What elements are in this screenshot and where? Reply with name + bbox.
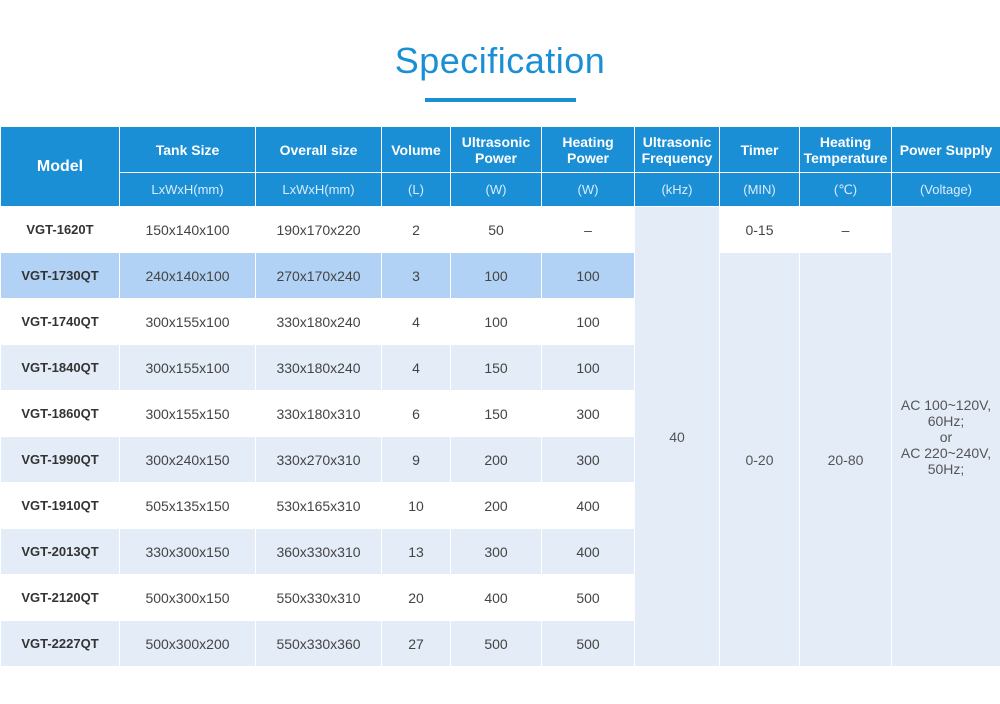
- table-row[interactable]: [1, 207, 1000, 253]
- column-header-tank-size: Tank Size: [120, 127, 256, 173]
- cell-volume: 2: [382, 207, 451, 253]
- cell-heating-power: 100: [542, 345, 635, 391]
- cell-tank-size: 240x140x100: [120, 253, 256, 299]
- unit-heating-temperature: (℃): [800, 173, 892, 207]
- unit-volume: (L): [382, 173, 451, 207]
- cell-model: VGT-1620T: [1, 207, 120, 253]
- cell-overall-size: 330x180x240: [256, 345, 382, 391]
- cell-overall-size: 330x270x310: [256, 437, 382, 483]
- cell-model: VGT-1910QT: [1, 483, 120, 529]
- cell-tank-size: 500x300x150: [120, 575, 256, 621]
- cell-heating-power: 500: [542, 575, 635, 621]
- cell-tank-size: 500x300x200: [120, 621, 256, 667]
- cell-tank-size: 300x155x150: [120, 391, 256, 437]
- power-supply-line: 50Hz;: [927, 460, 965, 477]
- header-row: [1, 127, 1000, 173]
- cell-overall-size: 360x330x310: [256, 529, 382, 575]
- cell-overall-size: 550x330x310: [256, 575, 382, 621]
- column-header-model: Model: [1, 127, 120, 207]
- page-title: Specification: [394, 40, 606, 81]
- cell-overall-size: 330x180x310: [256, 391, 382, 437]
- cell-overall-size: 330x180x240: [256, 299, 382, 345]
- cell-model: VGT-2013QT: [1, 529, 120, 575]
- cell-volume: 13: [382, 529, 451, 575]
- power-supply-line: AC 100~120V,: [900, 396, 992, 413]
- cell-tank-size: 300x155x100: [120, 345, 256, 391]
- cell-ultrasonic-power: 50: [451, 207, 542, 253]
- cell-tank-size: 330x300x150: [120, 529, 256, 575]
- power-supply-line: 60Hz;: [927, 412, 965, 429]
- cell-tank-size: 505x135x150: [120, 483, 256, 529]
- cell-overall-size: 550x330x360: [256, 621, 382, 667]
- cell-volume: 6: [382, 391, 451, 437]
- cell-volume: 10: [382, 483, 451, 529]
- column-header-heating-power: Heating Power: [542, 127, 635, 173]
- cell-overall-size: 270x170x240: [256, 253, 382, 299]
- column-header-ultrasonic-power: Ultrasonic Power: [451, 127, 542, 173]
- cell-model: VGT-1730QT: [1, 253, 120, 299]
- cell-ultrasonic-power: 150: [451, 391, 542, 437]
- cell-heating-power: 500: [542, 621, 635, 667]
- table-row-selected[interactable]: [1, 253, 1000, 299]
- cell-ultrasonic-power: 200: [451, 437, 542, 483]
- unit-heating-power: (W): [542, 173, 635, 207]
- column-header-overall-size: Overall size: [256, 127, 382, 173]
- cell-volume: 27: [382, 621, 451, 667]
- column-header-ultrasonic-frequency: Ultrasonic Frequency: [635, 127, 720, 173]
- cell-ultrasonic-power: 150: [451, 345, 542, 391]
- cell-ultrasonic-power: 300: [451, 529, 542, 575]
- cell-tank-size: 150x140x100: [120, 207, 256, 253]
- cell-ultrasonic-power: 100: [451, 299, 542, 345]
- cell-heating-power: 400: [542, 529, 635, 575]
- cell-heating-temperature-first: –: [800, 207, 892, 253]
- column-header-power-supply: Power Supply: [892, 127, 1000, 173]
- cell-heating-power: 100: [542, 299, 635, 345]
- cell-volume: 9: [382, 437, 451, 483]
- cell-heating-power: –: [542, 207, 635, 253]
- cell-model: VGT-2227QT: [1, 621, 120, 667]
- cell-ultrasonic-power: 200: [451, 483, 542, 529]
- spec-table: [0, 126, 1000, 667]
- unit-tank-size: LxWxH(mm): [120, 173, 256, 207]
- column-header-timer: Timer: [720, 127, 800, 173]
- cell-volume: 3: [382, 253, 451, 299]
- power-supply-line: AC 220~240V,: [900, 444, 992, 461]
- cell-model: VGT-1740QT: [1, 299, 120, 345]
- cell-model: VGT-1840QT: [1, 345, 120, 391]
- unit-timer: (MIN): [720, 173, 800, 207]
- column-header-volume: Volume: [382, 127, 451, 173]
- cell-timer-merged: 0-20: [720, 253, 800, 667]
- cell-volume: 4: [382, 345, 451, 391]
- cell-heating-power: 400: [542, 483, 635, 529]
- unit-row: [1, 173, 1000, 207]
- cell-tank-size: 300x155x100: [120, 299, 256, 345]
- cell-heating-power: 300: [542, 391, 635, 437]
- unit-frequency: (kHz): [635, 173, 720, 207]
- cell-heating-temperature-merged: 20-80: [800, 253, 892, 667]
- unit-overall-size: LxWxH(mm): [256, 173, 382, 207]
- cell-heating-power: 100: [542, 253, 635, 299]
- title-underline: [425, 98, 576, 102]
- cell-model: VGT-1860QT: [1, 391, 120, 437]
- unit-ultrasonic-power: (W): [451, 173, 542, 207]
- cell-ultrasonic-power: 400: [451, 575, 542, 621]
- cell-heating-power: 300: [542, 437, 635, 483]
- cell-ultrasonic-power: 500: [451, 621, 542, 667]
- cell-volume: 4: [382, 299, 451, 345]
- cell-ultrasonic-power: 100: [451, 253, 542, 299]
- cell-model: VGT-1990QT: [1, 437, 120, 483]
- power-supply-line: or: [939, 428, 953, 445]
- unit-power-supply: (Voltage): [892, 173, 1000, 207]
- column-header-heating-temperature: Heating Temperature: [800, 127, 892, 173]
- cell-volume: 20: [382, 575, 451, 621]
- cell-timer-first: 0-15: [720, 207, 800, 253]
- cell-overall-size: 530x165x310: [256, 483, 382, 529]
- cell-tank-size: 300x240x150: [120, 437, 256, 483]
- cell-overall-size: 190x170x220: [256, 207, 382, 253]
- cell-model: VGT-2120QT: [1, 575, 120, 621]
- cell-frequency-merged: 40: [635, 207, 720, 667]
- cell-power-supply-merged: [892, 207, 1000, 667]
